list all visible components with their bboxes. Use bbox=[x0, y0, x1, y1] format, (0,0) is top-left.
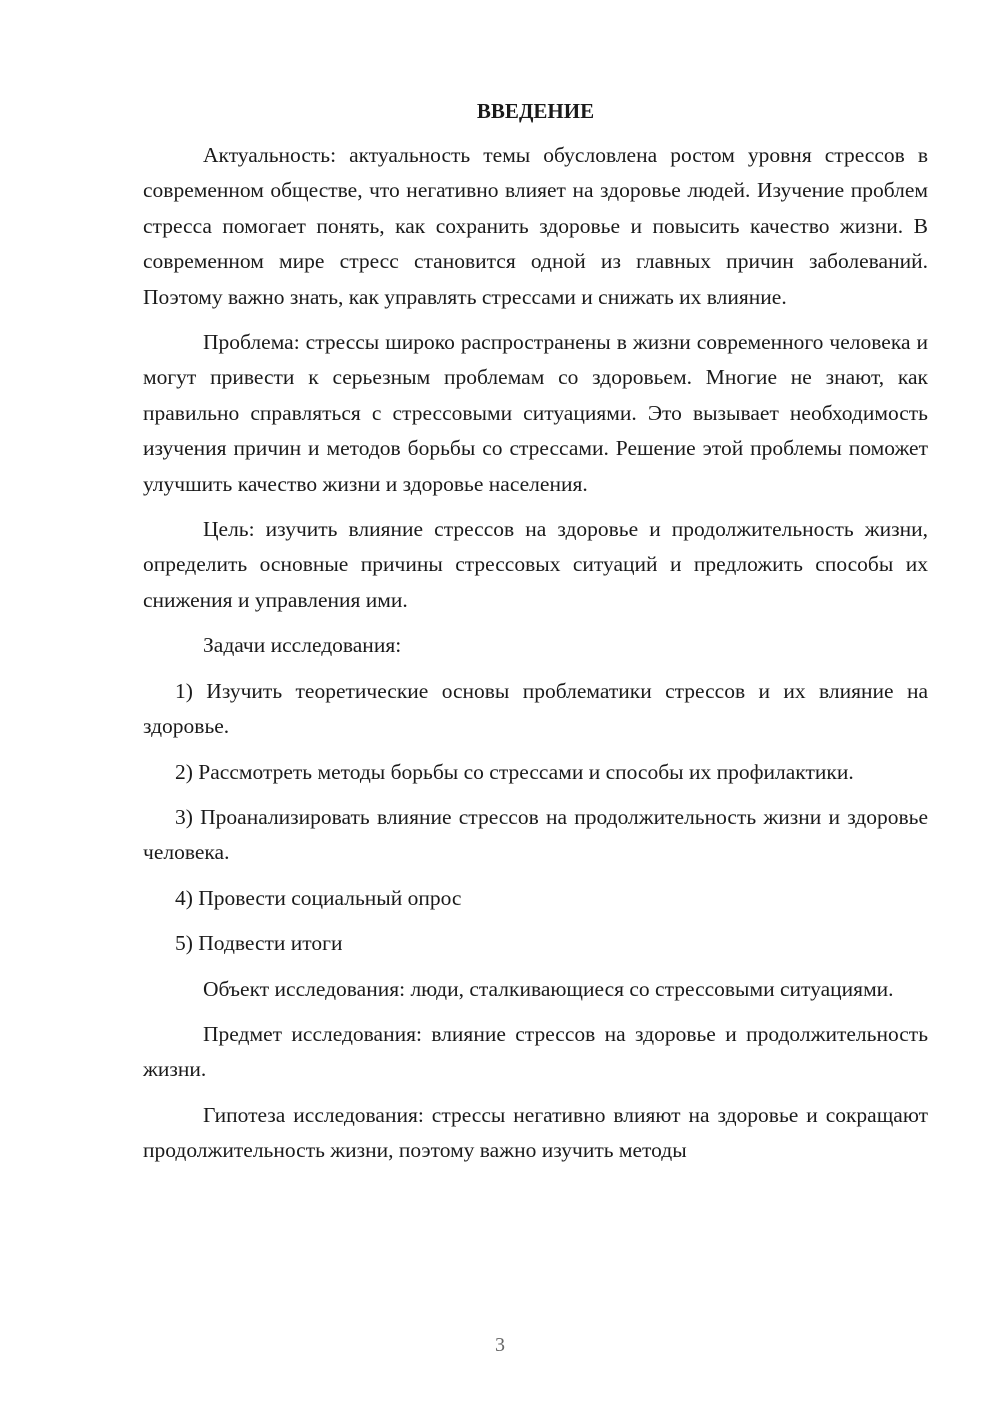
task-item-3: 3) Проанализировать влияние стрессов на продолжительность жизни и здоровье человека. bbox=[143, 804, 928, 865]
section-title: ВВЕДЕНИЕ bbox=[476, 99, 595, 123]
paragraph-goal: Цель: изучить влияние стрессов на здоровье и продолжительность жизни, определить основные причины стрессовых ситуаций и предложить способы их снижения и управления ими. bbox=[143, 517, 928, 612]
paragraph-tasks-heading: Задачи исследования: bbox=[203, 633, 402, 658]
paragraph-hypothesis: Гипотеза исследования: стрессы негативно влияют на здоровье и сокращают продолжительность жизни, поэтому важно изучить методы bbox=[143, 1102, 928, 1163]
document-page bbox=[143, 94, 928, 1169]
paragraph-object: Объект исследования: люди, сталкивающиеся со стрессовыми ситуациями. bbox=[203, 976, 894, 1001]
task-item-5: 5) Подвести итоги bbox=[175, 931, 343, 956]
task-item-1: 1) Изучить теоретические основы проблематики стрессов и их влияние на здоровье. bbox=[143, 678, 928, 739]
task-item-2: 2) Рассмотреть методы борьбы со стрессами и способы их профилактики. bbox=[175, 759, 854, 784]
page-number: 3 bbox=[495, 1334, 505, 1356]
paragraph-subject: Предмет исследования: влияние стрессов на здоровье и продолжительность жизни. bbox=[143, 1021, 928, 1082]
paragraph-problem: Проблема: стрессы широко распространены в жизни современного человека и могут привести к серьезным проблемам со здоровьем. Многие не знают, как правильно справляться с стрессовыми ситуациями. Это вызывает необходимость изучения причин и методов борьбы со стрессами. Решение этой проблемы поможет улучшить качество жизни и здоровье населения. bbox=[143, 330, 928, 496]
task-item-4: 4) Провести социальный опрос bbox=[175, 885, 462, 910]
paragraph-relevance: Актуальность: актуальность темы обусловлена ростом уровня стрессов в современном обществе, что негативно влияет на здоровье людей. Изучение проблем стресса помогает понять, как сохранить здоровье и повысить качество жизни. В современном мире стресс становится одной из главных причин заболеваний. Поэтому важно знать, как управлять стрессами и снижать их влияние. bbox=[143, 143, 928, 309]
